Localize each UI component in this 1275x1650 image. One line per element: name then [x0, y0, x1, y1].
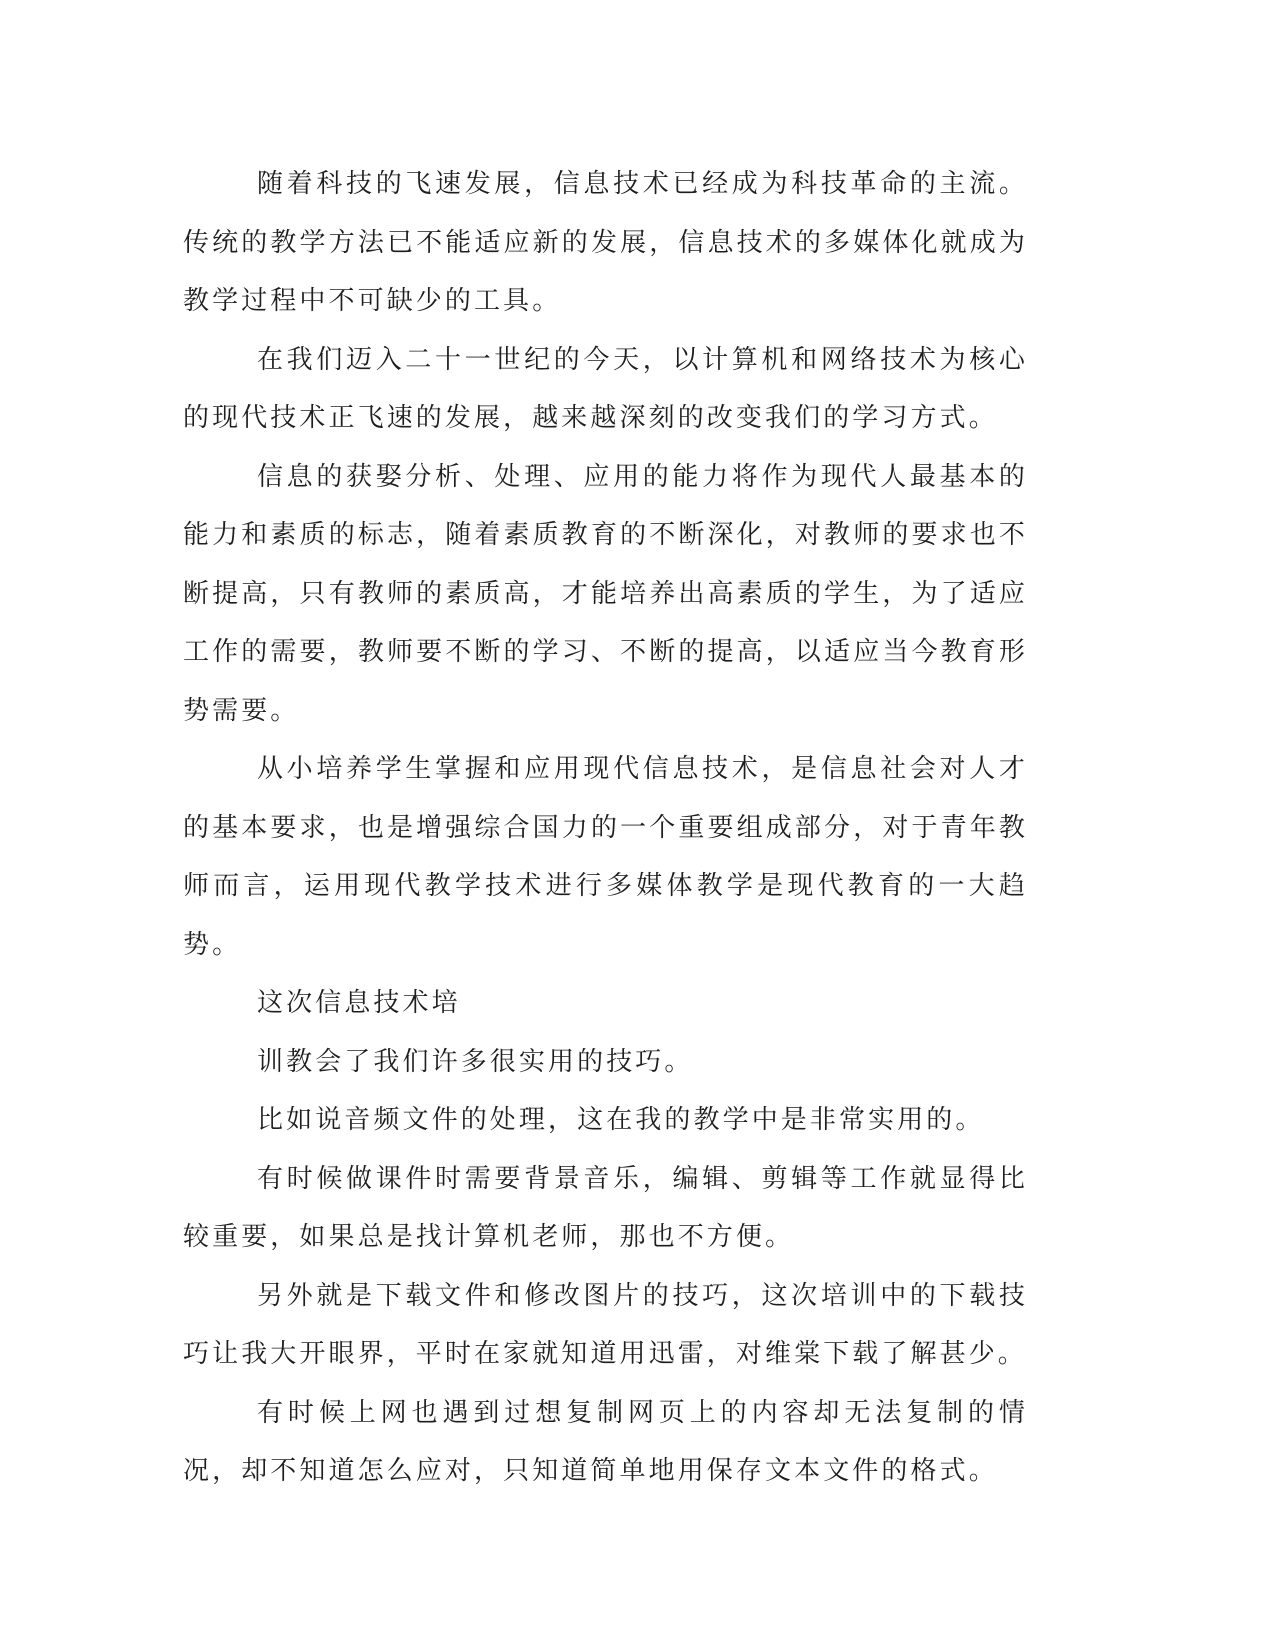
paragraph-9: 另外就是下载文件和修改图片的技巧，这次培训中的下载技巧让我大开眼界，平时在家就知道用迅雷，对维棠下载了解甚少。	[183, 1280, 1028, 1369]
paragraph-7: 比如说音频文件的处理，这在我的教学中是非常实用的。	[257, 1105, 985, 1135]
document-body	[183, 155, 1028, 1501]
paragraph-10: 有时候上网也遇到过想复制网页上的内容却无法复制的情况，却不知道怎么应对，只知道简单地用保存文本文件的格式。	[183, 1397, 1028, 1486]
paragraph-3: 信息的获娶分析、处理、应用的能力将作为现代人最基本的能力和素质的标志，随着素质教育的不断深化，对教师的要求也不断提高，只有教师的素质高，才能培养出高素质的学生，为了适应工作的需要，教师要不断的学习、不断的提高，以适应当今教育形势需要。	[183, 461, 1028, 726]
paragraph-4: 从小培养学生掌握和应用现代信息技术，是信息社会对人才的基本要求，也是增强综合国力的一个重要组成部分，对于青年教师而言，运用现代教学技术进行多媒体教学是现代教育的一大趋势。	[183, 754, 1028, 960]
paragraph-6: 训教会了我们许多很实用的技巧。	[257, 1046, 694, 1077]
paragraph-2: 在我们迈入二十一世纪的今天，以计算机和网络技术为核心的现代技术正飞速的发展，越来越深刻的改变我们的学习方式。	[183, 344, 1028, 433]
paragraph-5: 这次信息技术培	[257, 988, 461, 1018]
paragraph-1: 随着科技的飞速发展，信息技术已经成为科技革命的主流。传统的教学方法已不能适应新的发展，信息技术的多媒体化就成为教学过程中不可缺少的工具。	[183, 169, 1028, 316]
paragraph-8: 有时候做课件时需要背景音乐，编辑、剪辑等工作就显得比较重要，如果总是找计算机老师，那也不方便。	[183, 1163, 1028, 1252]
